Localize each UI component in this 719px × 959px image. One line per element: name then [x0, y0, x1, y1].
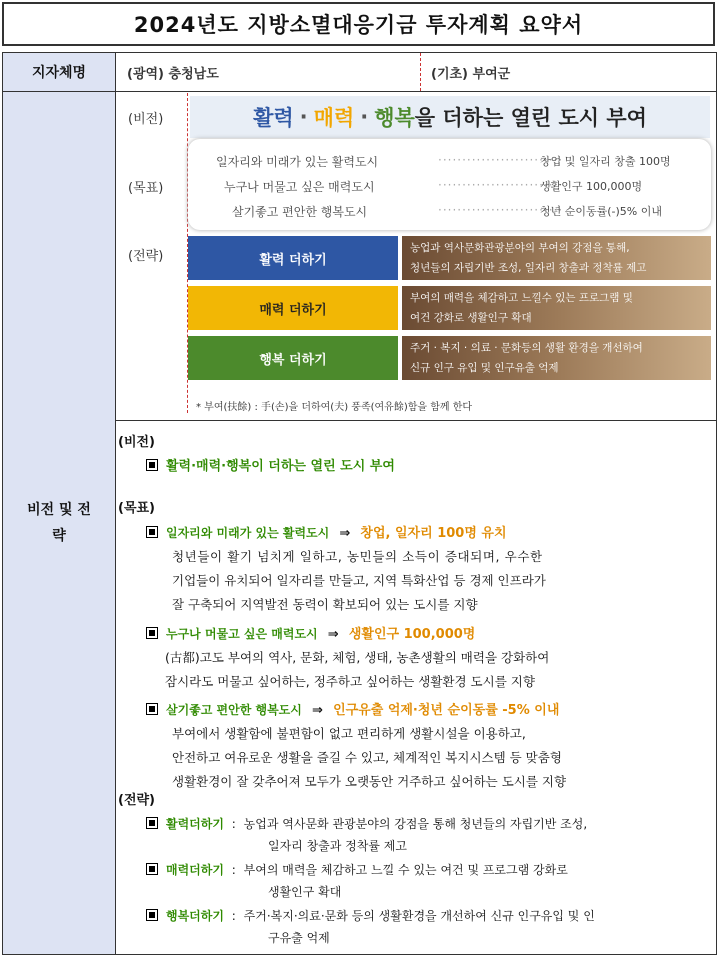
strategy-charm-box: 매력 더하기 — [188, 286, 398, 330]
goal-item — [146, 522, 507, 545]
strategy-line: 부여의 매력을 체감하고 느낄 수 있는 여건 및 프로그램 강화로 — [243, 863, 568, 877]
goal-item — [146, 699, 559, 722]
goal-right: 창업 및 일자리 창출 100명 — [540, 155, 671, 168]
card-goal-label: (목표) — [128, 181, 164, 196]
city-value: (기초) 부여군 — [431, 67, 511, 82]
arrow-icon: ⇒ — [339, 526, 351, 541]
goal-left: 일자리와 미래가 있는 활력도시 — [216, 155, 379, 169]
goal-title: 살기좋고 편안한 행복도시 — [166, 703, 302, 717]
goal-item — [146, 623, 475, 646]
goal-title: 일자리와 미래가 있는 활력도시 — [166, 526, 330, 540]
goal-row: 살기좋고 편안한 행복도시 ·························· 청년 순이동률(-)5% 이내 — [232, 203, 663, 219]
arrow-icon: ⇒ — [327, 627, 339, 642]
strategy-line: 생활인구 확대 — [268, 885, 342, 899]
strategy-vitality-box: 활력 더하기 — [188, 236, 398, 280]
vision-word-charm: 매력 — [313, 106, 355, 130]
province-value: (광역) 충청남도 — [127, 67, 219, 82]
strategy-item — [146, 813, 587, 835]
goal-desc: (古都)고도 부여의 역사, 문화, 체험, 생태, 농촌생활의 매력을 강화하여 — [165, 650, 550, 665]
goal-left: 누구나 머물고 싶은 매력도시 — [224, 180, 375, 194]
vision-rest: 을 더하는 열린 도시 부여 — [414, 106, 647, 130]
goal-desc: 잠시라도 머물고 싶어하는, 정주하고 싶어하는 생활환경 도시를 지향 — [165, 674, 535, 689]
label-vision-strategy — [3, 92, 116, 954]
square-bullet-icon — [146, 459, 158, 471]
vision-banner: 활력 · 매력 · 행복 을 더하는 열린 도시 부여 — [190, 96, 710, 138]
strategy-name: 활력더하기 — [166, 817, 224, 831]
square-bullet-icon — [146, 627, 158, 639]
document-title: 2024년도 지방소멸대응기금 투자계획 요약서 — [2, 2, 715, 46]
strategy-line: 주거·복지·의료·문화 등의 생활환경을 개선하여 신규 인구유입 및 인 — [243, 909, 595, 923]
goal-desc: 생활환경이 잘 갖추어져 모두가 오랫동안 거주하고 싶어하는 도시를 지향 — [172, 774, 567, 789]
strategy-desc-line: 여건 강화로 생활인구 확대 — [410, 312, 532, 324]
vision-heading: (비전) — [118, 435, 155, 450]
strategy-name: 행복더하기 — [166, 909, 224, 923]
goal-right: 청년 순이동률(-)5% 이내 — [540, 205, 663, 218]
strategy-line: 일자리 창출과 정착률 제고 — [268, 839, 407, 853]
label-vision-strategy-text: 비전 및 전략 — [27, 502, 91, 544]
strategy-sep: : — [231, 863, 236, 877]
goal-target: 생활인구 100,000명 — [348, 627, 476, 642]
goal-title: 누구나 머물고 싶은 매력도시 — [166, 627, 318, 641]
vision-text: 활력·매력·행복이 더하는 열린 도시 부여 — [166, 459, 395, 474]
strategy-desc-line: 부여의 매력을 체감하고 느낄수 있는 프로그램 및 — [410, 292, 633, 304]
strategy-heading: (전략) — [118, 793, 155, 808]
goal-left: 살기좋고 편안한 행복도시 — [232, 205, 368, 219]
strategy-name: 매력더하기 — [166, 863, 224, 877]
goal-desc: 기업들이 유치되어 일자리를 만들고, 지역 특화산업 등 경제 인프라가 — [172, 573, 546, 588]
goal-right: 생활인구 100,000명 — [540, 180, 643, 193]
strategy-happiness-box: 행복 더하기 — [188, 336, 398, 380]
goal-desc: 안전하고 여유로운 생활을 즐길 수 있고, 체계적인 복지시스템 등 맞춤형 — [172, 750, 562, 765]
strategy-item — [146, 905, 595, 927]
row1-divider — [420, 53, 421, 91]
arrow-icon: ⇒ — [312, 703, 323, 718]
vision-word-happiness: 행복 — [374, 106, 415, 130]
card-vision-label: (비전) — [128, 112, 164, 127]
card-divider — [116, 420, 716, 421]
goal-target: 창업, 일자리 100명 유치 — [360, 526, 507, 541]
strategy-sep: : — [231, 909, 236, 923]
square-bullet-icon — [146, 909, 158, 921]
vision-item — [146, 456, 395, 478]
strategy-desc-line: 농업과 역사문화관광분야의 부여의 강점을 통해, — [410, 242, 630, 254]
card-strategy-label: (전략) — [128, 249, 164, 264]
square-bullet-icon — [146, 863, 158, 875]
square-bullet-icon — [146, 817, 158, 829]
goals-heading: (목표) — [118, 501, 155, 516]
strategy-desc-line: 신규 인구 유입 및 인구유출 억제 — [410, 362, 559, 374]
footnote: * 부여(扶餘) : 手(손)을 더하여(夫) 풍족(여유餘)함을 함께 한다 — [196, 402, 473, 413]
strategy-desc-line: 청년들의 자립기반 조성, 일자리 창출과 정착률 제고 — [410, 262, 647, 274]
strategy-charm-desc — [402, 286, 711, 330]
goal-desc: 부여에서 생활함에 불편함이 없고 편리하게 생활시설을 이용하고, — [172, 726, 526, 741]
strategy-desc-line: 주거 · 복지 · 의료 · 문화등의 생활 환경을 개선하여 — [410, 342, 643, 354]
square-bullet-icon — [146, 526, 158, 538]
goal-desc: 청년들이 활기 넘치게 일하고, 농민들의 소득이 증대되며, 우수한 — [172, 549, 543, 564]
vision-word-vitality: 활력 — [253, 106, 294, 130]
strategy-vitality-desc — [402, 236, 711, 280]
goal-row: 일자리와 미래가 있는 활력도시 ·························· 창업 및 일자리 창출 100명 — [216, 153, 671, 169]
goal-row: 누구나 머물고 싶은 매력도시 ·························· 생활인구 100,000명 — [224, 178, 643, 194]
strategy-happiness-desc — [402, 336, 711, 380]
strategy-line: 구유출 억제 — [268, 931, 330, 945]
strategy-sep: : — [231, 817, 236, 831]
strategy-item — [146, 859, 568, 881]
strategy-line: 농업과 역사문화 관광분야의 강점을 통해 청년들의 자립기반 조성, — [243, 817, 588, 831]
goal-box — [188, 139, 711, 230]
square-bullet-icon — [146, 703, 158, 715]
label-municipality: 지자체명 — [3, 53, 116, 91]
goal-desc: 잘 구축되어 지역발전 동력이 확보되어 있는 도시를 지향 — [172, 597, 478, 612]
goal-target: 인구유출 억제·청년 순이동률 -5% 이내 — [333, 703, 560, 718]
